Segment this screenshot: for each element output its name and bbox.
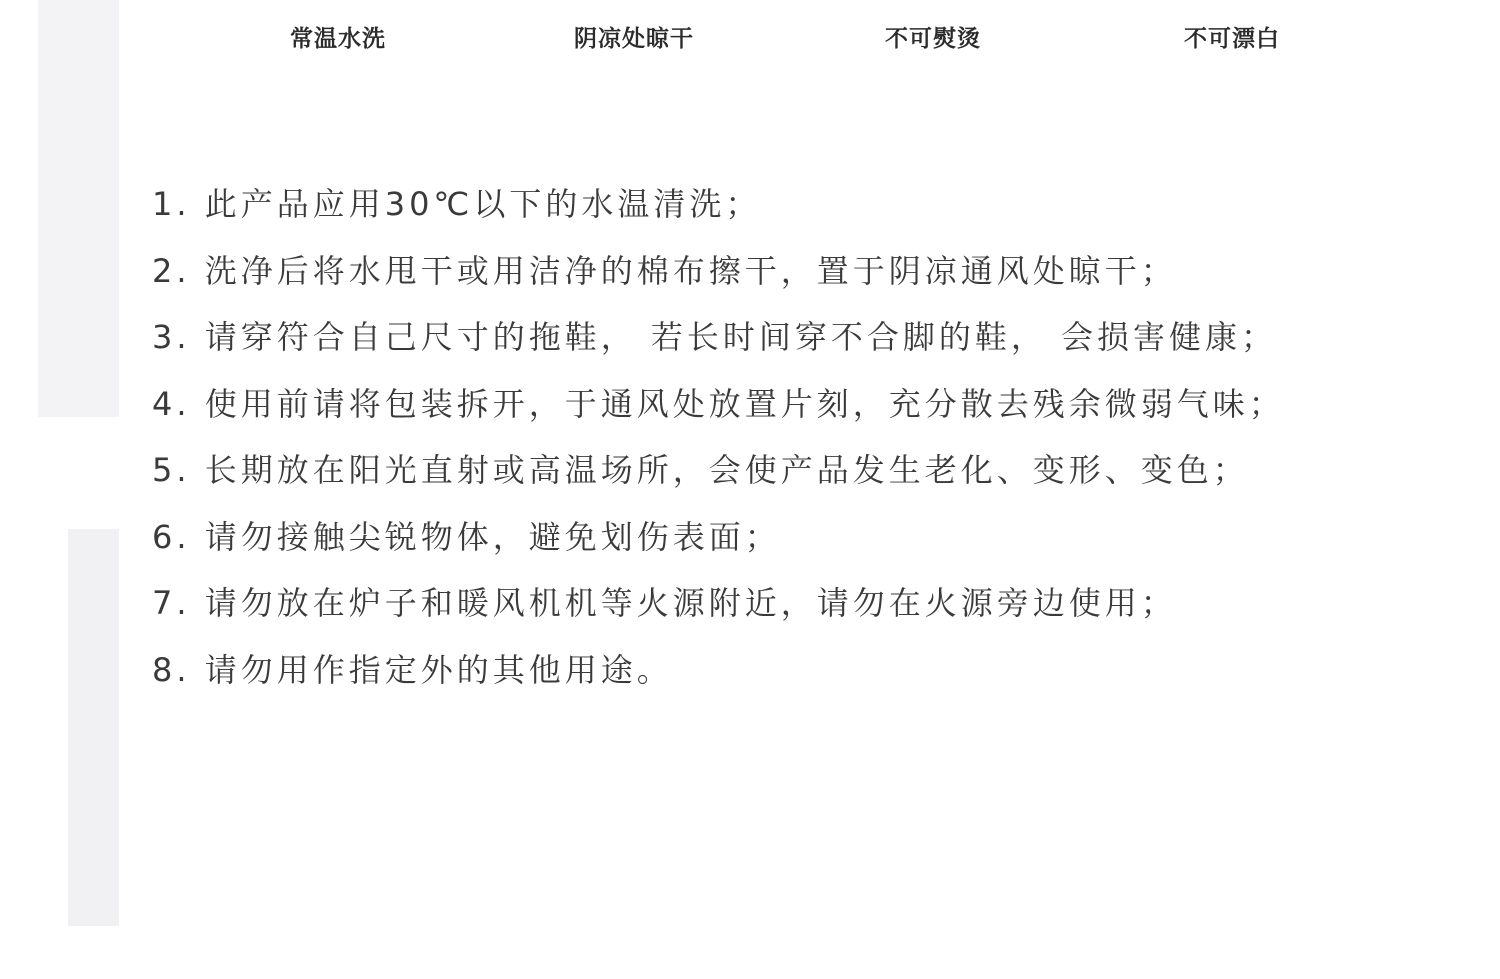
care-label-no-bleach: 不可漂白 bbox=[1184, 26, 1280, 52]
decorative-side-panel-top bbox=[38, 0, 119, 417]
instruction-item: 3. 请穿符合自己尺寸的拖鞋， 若长时间穿不合脚的鞋， 会损害健康； bbox=[152, 318, 1278, 356]
care-label-normal-temp-wash: 常温水洗 bbox=[290, 26, 386, 52]
instruction-item: 7. 请勿放在炉子和暖风机机等火源附近，请勿在火源旁边使用； bbox=[152, 584, 1177, 622]
instruction-item: 2. 洗净后将水甩干或用洁净的棉布擦干，置于阴凉通风处晾干； bbox=[152, 251, 1177, 290]
instruction-item: 6. 请勿接触尖锐物体，避免划伤表面； bbox=[152, 517, 781, 556]
instruction-item: 8. 请勿用作指定外的其他用途。 bbox=[152, 650, 673, 689]
instruction-item: 4. 使用前请将包装拆开，于通风处放置片刻，充分散去残余微弱气味； bbox=[152, 384, 1285, 423]
care-label-shade-dry: 阴凉处晾干 bbox=[574, 26, 694, 52]
instruction-item: 1. 此产品应用30℃以下的水温清洗； bbox=[152, 185, 762, 223]
care-instructions-list bbox=[152, 171, 1285, 703]
decorative-side-panel-bottom bbox=[68, 529, 119, 926]
instruction-item: 5. 长期放在阳光直射或高温场所，会使产品发生老化、变形、变色； bbox=[152, 451, 1249, 489]
care-label-no-ironing: 不可熨烫 bbox=[885, 26, 981, 52]
